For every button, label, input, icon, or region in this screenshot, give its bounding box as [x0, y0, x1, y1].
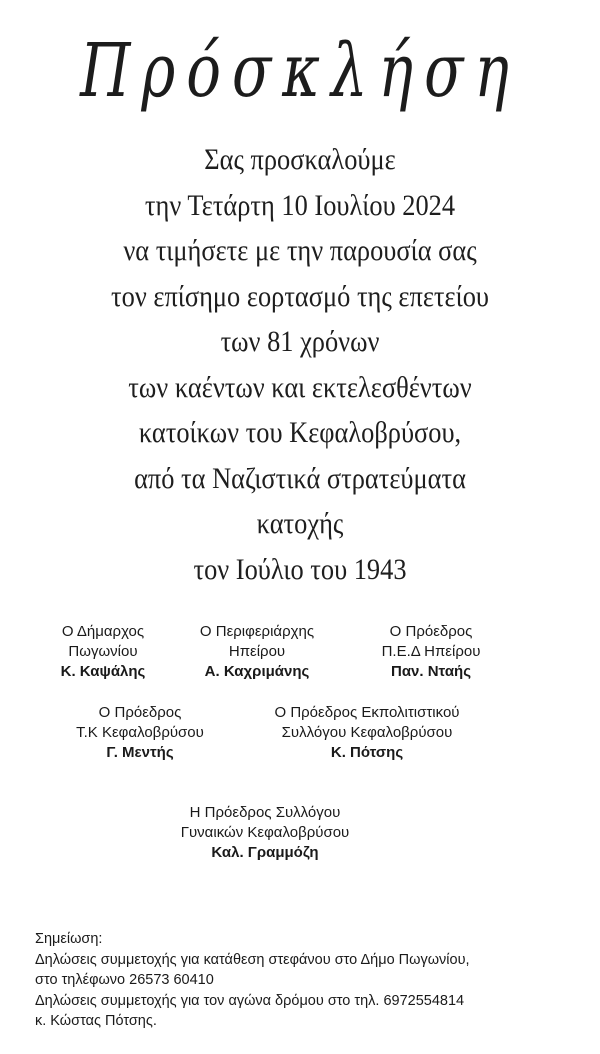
note-line: Δηλώσεις συμμετοχής για κατάθεση στεφάνου στο Δήμο Πωγωνίου,: [35, 951, 470, 968]
signatory-mayor: [48, 622, 158, 682]
note-heading: Σημείωση:: [35, 931, 103, 947]
signatory-womens-association: [160, 803, 370, 863]
note-line: Δηλώσεις συμμετοχής για τον αγώνα δρόμου στο τηλ. 6972554814: [35, 992, 465, 1009]
signatory-role: Η Πρόεδρος Συλλόγου: [189, 804, 341, 821]
invitation-line: των 81 χρόνων: [220, 325, 380, 358]
signatory-name: Κ. Καψάλης: [60, 663, 146, 680]
signatory-name: Κ. Πότσης: [330, 744, 404, 761]
invitation-line: τον Ιούλιο του 1943: [193, 552, 407, 586]
invitation-line: Σας προσκαλούμε: [204, 143, 396, 176]
signatory-role: Ηπείρου: [228, 643, 286, 660]
invitation-line: από τα Ναζιστικά στρατεύματα: [134, 461, 466, 495]
signatory-role: Ο Πρόεδρος Εκπολιτιστικού: [274, 704, 460, 721]
invitation-line: κατοχής: [256, 507, 344, 540]
signatory-name: Καλ. Γραμμόζη: [211, 844, 319, 861]
signatory-community-president: [60, 703, 220, 763]
invitation-body: [36, 137, 564, 592]
signatory-role: Συλλόγου Κεφαλοβρύσου: [281, 724, 453, 741]
invitation-title: Πρόσκλήση: [80, 28, 520, 114]
signatory-cultural-association: [252, 703, 482, 763]
signatory-role: Τ.Κ Κεφαλοβρύσου: [76, 724, 204, 741]
signatory-role: Ο Δήμαρχος: [61, 623, 145, 640]
note-section: [35, 929, 470, 1032]
note-line: στο τηλέφωνο 26573 60410: [35, 972, 214, 988]
invitation-line: των καέντων και εκτελεσθέντων: [128, 370, 472, 404]
invitation-line: να τιμήσετε με την παρουσία σας: [123, 234, 477, 267]
invitation-line: τον επίσημο εορτασμό της επετείου: [111, 279, 489, 313]
invitation-line: κατοίκων του Κεφαλοβρύσου,: [138, 416, 462, 449]
signatory-role: Γυναικών Κεφαλοβρύσου: [180, 824, 350, 841]
signatory-role: Ο Πρόεδρος: [98, 704, 182, 721]
signatory-role: Π.Ε.Δ Ηπείρου: [381, 643, 481, 660]
signatory-ped-president: [356, 622, 506, 682]
invitation-line: την Τετάρτη 10 Ιουλίου 2024: [144, 188, 456, 222]
signatory-role: Ο Πρόεδρος: [389, 623, 473, 640]
signatory-name: Α. Καχριμάνης: [204, 663, 310, 680]
note-line: κ. Κώστας Πότσης.: [35, 1013, 157, 1029]
signatory-name: Γ. Μεντής: [106, 744, 174, 761]
signatory-role: Πωγωνίου: [68, 643, 138, 660]
signatory-name: Παν. Νταής: [390, 663, 472, 680]
signatory-role: Ο Περιφεριάρχης: [199, 623, 315, 640]
signatory-regional-governor: [182, 622, 332, 682]
